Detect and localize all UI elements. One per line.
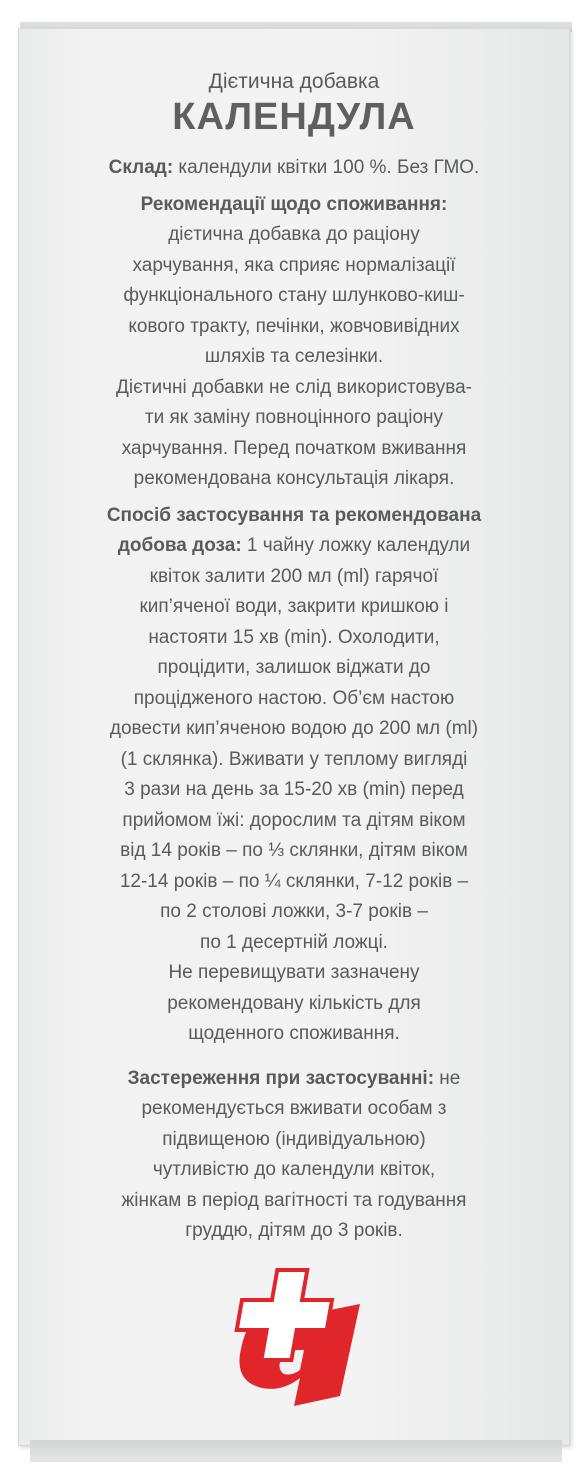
warnings-first-line xyxy=(40,1064,548,1095)
usage-line: Не перевищувати зазначену xyxy=(168,962,420,983)
recommendations-line: рекомендована консультація лікаря. xyxy=(133,468,455,489)
recommendations-line: шляхів та селезінки. xyxy=(204,346,384,367)
composition-text: календули квітки 100 %. Без ГМО. xyxy=(173,157,480,178)
usage-line: по 1 десертній ложці. xyxy=(200,931,388,953)
usage-line: по 2 столові ложки, 3-7 років – xyxy=(160,901,428,922)
warnings-section xyxy=(40,1064,548,1247)
recommendations-line: Дієтичні добавки не слід використовува- xyxy=(116,376,472,398)
usage-line: (1 склянка). Вживати у теплому вигляді xyxy=(120,748,468,770)
warnings-line: чутливістю до календули квіток, xyxy=(152,1159,436,1180)
usage-line: 12-14 років – по ¼ склянки, 7-12 років – xyxy=(119,870,469,892)
pharmacy-cross-logo-icon xyxy=(222,1266,362,1406)
warnings-line: підвищеною (індивідуальною) xyxy=(162,1128,426,1150)
usage-line: прийомом їжі: дорослим та дітям віком xyxy=(122,809,466,831)
recommendations-line: кового тракту, печінки, жовчовивідних xyxy=(128,315,460,337)
warnings-label: Застереження при застосуванні: xyxy=(127,1067,435,1089)
recommendations-line: дієтична добавка до раціону xyxy=(168,224,420,245)
usage-line: рекомендовану кількість для xyxy=(167,992,421,1014)
usage-line: процідженого настою. Об’єм настою xyxy=(133,687,455,709)
usage-label-line2: добова доза: xyxy=(117,535,242,556)
recommendations-line: функціонального стану шлунково-киш- xyxy=(123,285,465,306)
usage-line: настояти 15 хв (min). Охолодити, xyxy=(148,626,440,648)
recommendations-label: Рекомендації щодо споживання: xyxy=(140,193,448,215)
product-category: Дієтична добавка xyxy=(208,70,380,93)
usage-line: від 14 років – по ⅓ склянки, дітям віком xyxy=(120,840,468,861)
warnings-line: груддю, дітям до 3 років. xyxy=(185,1220,403,1241)
usage-first-line xyxy=(40,531,548,562)
recommendations-line: ти як заміну повноцінного раціону xyxy=(144,407,444,428)
warnings-first-line-text: не xyxy=(434,1067,461,1089)
product-name: КАЛЕНДУЛА xyxy=(172,96,416,138)
usage-line: довести кип’яченою водою до 200 мл (ml) xyxy=(109,718,479,739)
usage-line: кип’яченої води, закрити кришкою і xyxy=(139,596,449,617)
composition-section xyxy=(40,153,548,184)
warnings-line: жінкам в період вагітності та годування xyxy=(121,1189,467,1211)
recommendations-section xyxy=(40,190,548,495)
warnings-line: рекомендується вживати особам з xyxy=(141,1098,447,1119)
recommendations-line: харчування. Перед початком вживання xyxy=(121,437,467,459)
recommendations-line: харчування, яка сприяє нормалізації xyxy=(132,254,456,276)
usage-line: 3 рази на день за 15-20 хв (min) перед xyxy=(124,779,464,800)
label-text-block xyxy=(40,70,548,1253)
usage-line: щоденного споживання. xyxy=(188,1023,400,1044)
usage-line: квіток залити 200 мл (ml) гарячої xyxy=(149,565,439,587)
usage-line: процідити, залишок віджати до xyxy=(157,657,431,678)
usage-first-line-text: 1 чайну ложку календули xyxy=(241,535,471,556)
usage-label-line1: Спосіб застосування та рекомендована xyxy=(106,504,482,526)
box-bottom-edge xyxy=(30,1440,562,1462)
composition-label: Склад: xyxy=(108,157,174,178)
usage-section xyxy=(40,501,548,1050)
